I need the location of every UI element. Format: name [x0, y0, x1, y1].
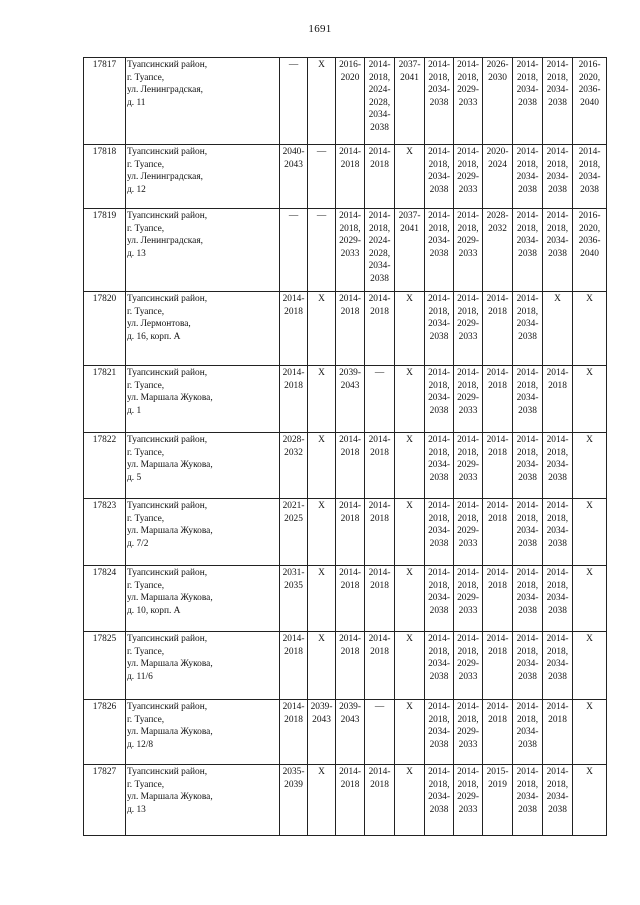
address-cell — [126, 700, 280, 765]
address-line: г. Туапсе, — [127, 779, 165, 790]
period-cell: 2014- 2018, 2034- 2038 — [543, 499, 573, 566]
period-cell: — — [308, 209, 336, 292]
period-cell: Х — [308, 765, 336, 836]
period-cell: 2014- 2018, 2034- 2038 — [425, 499, 454, 566]
period-cell: 2014- 2018, 2024- 2028, 2034- 2038 — [365, 209, 395, 292]
address-line: ул. Маршала Жукова, — [127, 593, 213, 604]
period-cell: 2014- 2018 — [280, 366, 308, 433]
period-cell: 2014- 2018, 2034- 2038 — [513, 145, 543, 209]
address-line: г. Туапсе, — [127, 580, 165, 591]
period-cell: 2014- 2018, 2029- 2033 — [454, 292, 483, 366]
table-row — [84, 292, 607, 366]
period-cell: 2014- 2018 — [365, 632, 395, 700]
address-cell — [126, 765, 280, 836]
period-cell: Х — [573, 292, 607, 366]
period-cell: — — [365, 700, 395, 765]
address-line: ул. Маршала Жукова, — [127, 659, 213, 670]
period-cell: 2028- 2032 — [483, 209, 513, 292]
address-line: д. 11 — [127, 97, 146, 108]
period-cell: 2014- 2018, 2029- 2033 — [454, 58, 483, 145]
period-cell: Х — [395, 566, 425, 632]
period-cell: Х — [573, 765, 607, 836]
period-cell: 2014- 2018, 2034- 2038 — [543, 58, 573, 145]
period-cell: Х — [395, 145, 425, 209]
period-cell: 2014- 2018, 2034- 2038 — [513, 366, 543, 433]
row-number: 17818 — [84, 145, 126, 209]
address-line: д. 12 — [127, 184, 146, 195]
period-cell: — — [365, 366, 395, 433]
address-line: ул. Маршала Жукова, — [127, 460, 213, 471]
period-cell: 2014- 2018, 2024- 2028, 2034- 2038 — [365, 58, 395, 145]
address-cell — [126, 566, 280, 632]
address-line: ул. Ленинградская, — [127, 236, 204, 247]
address-line: Туапсинский район, — [127, 634, 208, 644]
housing-registry-table — [83, 57, 607, 836]
period-cell: Х — [308, 566, 336, 632]
period-cell: 2014- 2018, 2034- 2038 — [513, 765, 543, 836]
period-cell: 2014- 2018 — [365, 433, 395, 499]
address-line: Туапсинский район, — [127, 501, 208, 511]
address-line: г. Туапсе, — [127, 223, 165, 234]
address-cell — [126, 58, 280, 145]
address-line: ул. Ленинградская, — [127, 85, 204, 96]
period-cell: 2016- 2020, 2036- 2040 — [573, 209, 607, 292]
period-cell: 2014- 2018, 2034- 2038 — [513, 632, 543, 700]
address-cell — [126, 632, 280, 700]
period-cell: 2037- 2041 — [395, 58, 425, 145]
period-cell: Х — [395, 433, 425, 499]
period-cell: 2014- 2018 — [483, 433, 513, 499]
period-cell: 2014- 2018, 2029- 2033 — [454, 366, 483, 433]
address-line: Туапсинский район, — [127, 568, 208, 578]
row-number: 17826 — [84, 700, 126, 765]
period-cell: — — [280, 58, 308, 145]
address-line: Туапсинский район, — [127, 60, 208, 70]
period-cell: 2014- 2018 — [483, 499, 513, 566]
period-cell: 2020- 2024 — [483, 145, 513, 209]
period-cell: Х — [308, 366, 336, 433]
period-cell: Х — [573, 499, 607, 566]
period-cell: — — [280, 209, 308, 292]
period-cell: 2014- 2018, 2029- 2033 — [454, 145, 483, 209]
period-cell: Х — [395, 499, 425, 566]
address-line: г. Туапсе, — [127, 306, 165, 317]
table-row — [84, 209, 607, 292]
period-cell: 2014- 2018, 2029- 2033 — [454, 566, 483, 632]
period-cell: 2014- 2018 — [336, 632, 365, 700]
period-cell: 2014- 2018 — [483, 700, 513, 765]
period-cell: 2014- 2018, 2034- 2038 — [513, 58, 543, 145]
period-cell: 2014- 2018, 2034- 2038 — [543, 765, 573, 836]
address-line: Туапсинский район, — [127, 294, 208, 304]
address-line: д. 13 — [127, 804, 146, 815]
address-line: д. 12/8 — [127, 739, 154, 750]
address-cell — [126, 209, 280, 292]
address-line: ул. Маршала Жукова, — [127, 727, 213, 738]
period-cell: 2014- 2018 — [336, 765, 365, 836]
period-cell: Х — [395, 632, 425, 700]
address-line: Туапсинский район, — [127, 702, 208, 712]
period-cell: 2039- 2043 — [336, 700, 365, 765]
period-cell: 2014- 2018, 2034- 2038 — [513, 566, 543, 632]
period-cell: Х — [573, 366, 607, 433]
period-cell: Х — [395, 700, 425, 765]
period-cell: Х — [573, 700, 607, 765]
period-cell: Х — [308, 499, 336, 566]
period-cell: 2014- 2018, 2034- 2038 — [425, 58, 454, 145]
period-cell: 2014- 2018, 2034- 2038 — [513, 700, 543, 765]
row-number: 17827 — [84, 765, 126, 836]
address-line: г. Туапсе, — [127, 513, 165, 524]
period-cell: 2014- 2018 — [365, 145, 395, 209]
period-cell: 2014- 2018, 2034- 2038 — [543, 145, 573, 209]
period-cell: 2014- 2018, 2029- 2033 — [336, 209, 365, 292]
period-cell: 2014- 2018, 2034- 2038 — [425, 145, 454, 209]
period-cell: 2014- 2018, 2034- 2038 — [425, 700, 454, 765]
table-row — [84, 566, 607, 632]
period-cell: 2016- 2020, 2036- 2040 — [573, 58, 607, 145]
period-cell: 2037- 2041 — [395, 209, 425, 292]
period-cell: 2014- 2018 — [543, 700, 573, 765]
period-cell: 2026- 2030 — [483, 58, 513, 145]
period-cell: 2014- 2018, 2034- 2038 — [425, 632, 454, 700]
page-number: 1691 — [308, 23, 332, 35]
period-cell: 2014- 2018, 2034- 2038 — [425, 209, 454, 292]
period-cell: 2014- 2018, 2034- 2038 — [425, 433, 454, 499]
period-cell: 2014- 2018, 2034- 2038 — [513, 292, 543, 366]
period-cell: 2014- 2018 — [365, 765, 395, 836]
period-cell: 2014- 2018, 2034- 2038 — [425, 765, 454, 836]
table-row — [84, 366, 607, 433]
period-cell: 2014- 2018 — [336, 499, 365, 566]
period-cell: Х — [308, 292, 336, 366]
period-cell: 2014- 2018, 2029- 2033 — [454, 765, 483, 836]
period-cell: 2014- 2018, 2034- 2038 — [543, 566, 573, 632]
period-cell: 2014- 2018 — [280, 292, 308, 366]
period-cell: 2014- 2018 — [365, 499, 395, 566]
address-line: д. 13 — [127, 248, 146, 259]
address-line: г. Туапсе, — [127, 714, 165, 725]
table-row — [84, 700, 607, 765]
period-cell: 2014- 2018 — [483, 566, 513, 632]
address-cell — [126, 499, 280, 566]
registry-table-body — [84, 58, 607, 836]
period-cell: 2014- 2018, 2034- 2038 — [573, 145, 607, 209]
period-cell: 2014- 2018, 2034- 2038 — [513, 499, 543, 566]
address-line: д. 5 — [127, 472, 142, 483]
period-cell: 2015- 2019 — [483, 765, 513, 836]
period-cell: 2016- 2020 — [336, 58, 365, 145]
address-line: ул. Маршала Жукова, — [127, 393, 213, 404]
period-cell: 2014- 2018, 2034- 2038 — [425, 292, 454, 366]
table-row — [84, 765, 607, 836]
period-cell: Х — [308, 632, 336, 700]
period-cell: 2014- 2018 — [483, 366, 513, 433]
address-line: Туапсинский район, — [127, 435, 208, 445]
table-row — [84, 58, 607, 145]
period-cell: 2021- 2025 — [280, 499, 308, 566]
table-row — [84, 499, 607, 566]
period-cell: 2040- 2043 — [280, 145, 308, 209]
period-cell: 2014- 2018, 2029- 2033 — [454, 632, 483, 700]
address-line: ул. Ленинградская, — [127, 172, 204, 183]
period-cell: 2014- 2018, 2034- 2038 — [425, 566, 454, 632]
row-number: 17820 — [84, 292, 126, 366]
address-line: г. Туапсе, — [127, 646, 165, 657]
period-cell: Х — [395, 292, 425, 366]
period-cell: Х — [395, 366, 425, 433]
period-cell: Х — [573, 433, 607, 499]
period-cell: 2014- 2018 — [483, 292, 513, 366]
address-line: ул. Маршала Жукова, — [127, 792, 213, 803]
period-cell: Х — [573, 566, 607, 632]
address-line: Туапсинский район, — [127, 368, 208, 378]
period-cell: 2014- 2018, 2029- 2033 — [454, 209, 483, 292]
period-cell: 2014- 2018, 2034- 2038 — [543, 433, 573, 499]
period-cell: Х — [543, 292, 573, 366]
period-cell: 2031- 2035 — [280, 566, 308, 632]
period-cell: Х — [395, 765, 425, 836]
address-line: д. 11/6 — [127, 671, 153, 682]
period-cell: 2014- 2018 — [543, 366, 573, 433]
row-number: 17821 — [84, 366, 126, 433]
period-cell: 2014- 2018, 2029- 2033 — [454, 700, 483, 765]
row-number: 17822 — [84, 433, 126, 499]
period-cell: 2014- 2018, 2029- 2033 — [454, 499, 483, 566]
address-line: г. Туапсе, — [127, 72, 165, 83]
address-line: г. Туапсе, — [127, 380, 165, 391]
address-line: г. Туапсе, — [127, 159, 165, 170]
period-cell: 2014- 2018, 2029- 2033 — [454, 433, 483, 499]
address-cell — [126, 366, 280, 433]
period-cell: 2014- 2018 — [280, 632, 308, 700]
address-line: д. 10, корп. А — [127, 605, 181, 616]
period-cell: 2035- 2039 — [280, 765, 308, 836]
address-line: д. 1 — [127, 405, 142, 416]
period-cell: 2039- 2043 — [308, 700, 336, 765]
row-number: 17823 — [84, 499, 126, 566]
period-cell: 2014- 2018 — [365, 566, 395, 632]
address-cell — [126, 145, 280, 209]
period-cell: 2014- 2018, 2034- 2038 — [425, 366, 454, 433]
address-line: Туапсинский район, — [127, 211, 208, 221]
address-line: г. Туапсе, — [127, 447, 165, 458]
period-cell: 2028- 2032 — [280, 433, 308, 499]
period-cell: 2014- 2018, 2034- 2038 — [543, 209, 573, 292]
address-line: д. 7/2 — [127, 538, 149, 549]
period-cell: 2014- 2018 — [336, 145, 365, 209]
period-cell: — — [308, 145, 336, 209]
period-cell: Х — [573, 632, 607, 700]
address-line: д. 16, корп. А — [127, 331, 181, 342]
period-cell: 2014- 2018, 2034- 2038 — [513, 209, 543, 292]
address-cell — [126, 433, 280, 499]
address-line: Туапсинский район, — [127, 147, 208, 157]
period-cell: 2014- 2018 — [336, 566, 365, 632]
period-cell: 2039- 2043 — [336, 366, 365, 433]
address-cell — [126, 292, 280, 366]
period-cell: 2014- 2018 — [336, 433, 365, 499]
row-number: 17825 — [84, 632, 126, 700]
address-line: ул. Маршала Жукова, — [127, 526, 213, 537]
period-cell: 2014- 2018 — [280, 700, 308, 765]
table-row — [84, 632, 607, 700]
period-cell: 2014- 2018, 2034- 2038 — [543, 632, 573, 700]
period-cell: 2014- 2018, 2034- 2038 — [513, 433, 543, 499]
period-cell: Х — [308, 58, 336, 145]
row-number: 17819 — [84, 209, 126, 292]
address-line: ул. Лермонтова, — [127, 319, 191, 330]
period-cell: Х — [308, 433, 336, 499]
period-cell: 2014- 2018 — [483, 632, 513, 700]
address-line: Туапсинский район, — [127, 767, 208, 777]
period-cell: 2014- 2018 — [336, 292, 365, 366]
table-row — [84, 433, 607, 499]
row-number: 17817 — [84, 58, 126, 145]
table-row — [84, 145, 607, 209]
row-number: 17824 — [84, 566, 126, 632]
period-cell: 2014- 2018 — [365, 292, 395, 366]
